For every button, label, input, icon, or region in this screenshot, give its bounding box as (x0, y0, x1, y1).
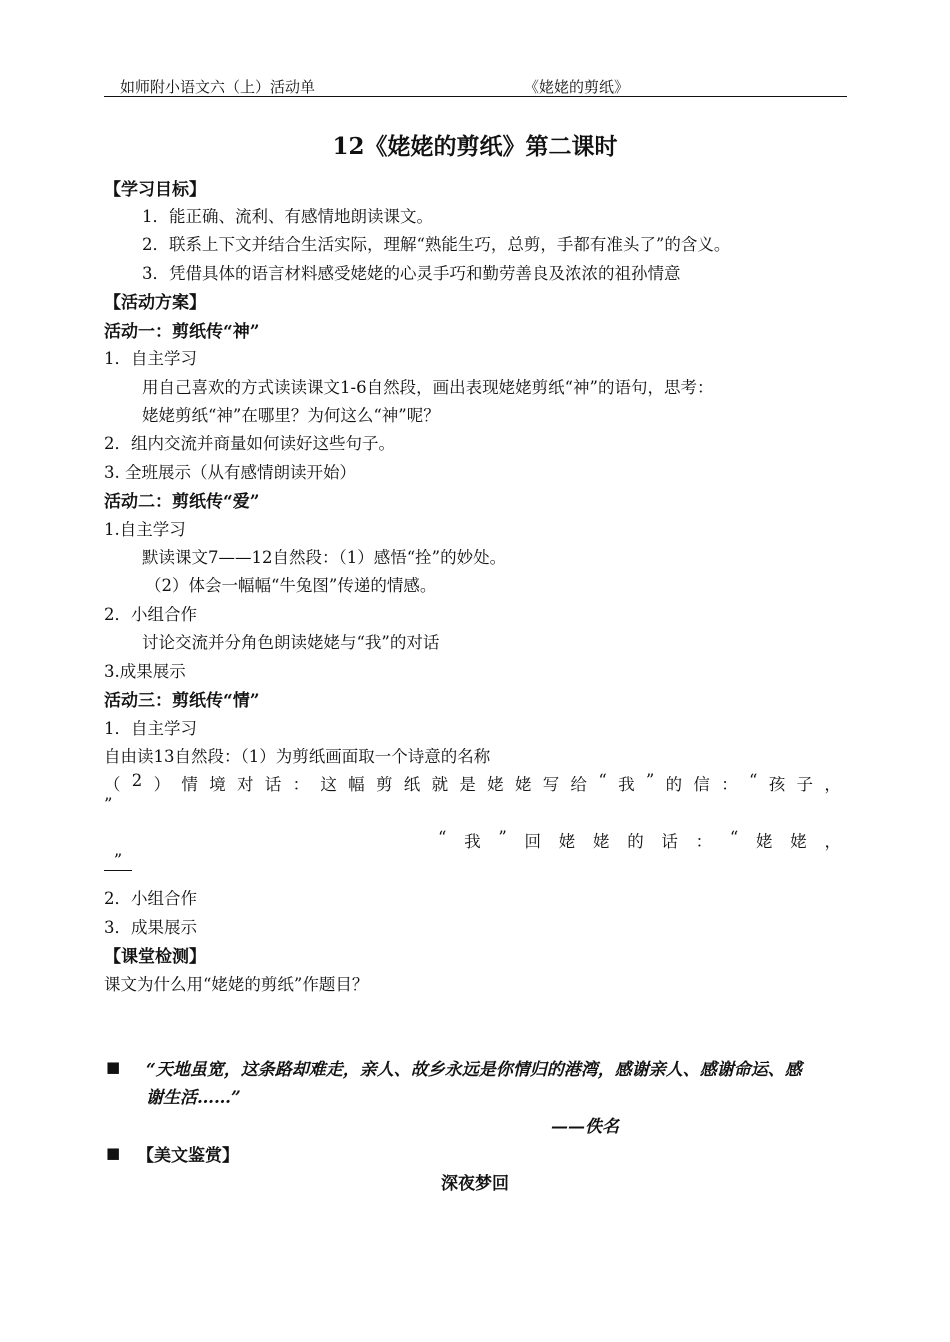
dialog-char: 话 (661, 832, 678, 851)
dialog-char: 纸 (403, 775, 421, 794)
dialog-char: 写 (542, 775, 560, 794)
dialog-char: 是 (459, 775, 476, 794)
goal-item: 2．联系上下文并结合生活实际，理解“熟能生巧，总剪，手都有准头了”的含义。 (142, 235, 731, 254)
activity2-step1: 1.自主学习 (104, 520, 186, 539)
header-rule (104, 96, 847, 97)
activity2-step2-line1: 讨论交流并分角色朗读姥姥与“我”的对话 (142, 633, 440, 652)
check-heading: 【课堂检测】 (104, 947, 206, 967)
quote-line2: 谢生活……” (146, 1088, 241, 1108)
dialog-line-child-end: ” (104, 795, 113, 814)
dialog-char: 的 (665, 775, 683, 794)
activity3-step1-line1: 自由读13自然段：（1）为剪纸画面取一个诗意的名称 (104, 747, 491, 766)
dialog-char: 姥 (756, 832, 773, 851)
activity3-heading: 活动三：剪纸传“情” (104, 691, 260, 711)
goal-item: 3．凭借具体的语言材料感受姥姥的心灵手巧和勤劳善良及浓浓的祖孙情意 (142, 264, 681, 283)
dialog-char: 2 (131, 771, 143, 790)
dialog-line-me-end: ” (104, 852, 132, 871)
activity3-step2: 2．小组合作 (104, 889, 197, 908)
dialog-char: 我 (618, 775, 635, 794)
dialog-char: “ (729, 828, 739, 847)
header-left: 如师附小语文六（上）活动单 (120, 78, 316, 96)
dialog-char: 对 (236, 775, 254, 794)
dialog-char: 幅 (348, 775, 365, 794)
dialog-char: ” (498, 828, 507, 847)
dialog-char: 我 (464, 832, 481, 851)
activity2-step1-line1: 默读课文7——12自然段：（1）感悟“拴”的妙处。 (142, 548, 507, 567)
dialog-char: 的 (627, 832, 644, 851)
page-title: 12《姥姥的剪纸》第二课时 (332, 133, 618, 160)
activity1-step3: 3. 全班展示（从有感情朗读开始） (104, 463, 356, 482)
quote-author: ——佚名 (551, 1117, 619, 1137)
activity2-heading: 活动二：剪纸传“爱” (104, 492, 260, 512)
check-question: 课文为什么用“姥姥的剪纸”作题目？ (104, 975, 369, 994)
dialog-char: 姥 (558, 832, 576, 851)
dialog-char: 孩 (768, 775, 786, 794)
dialog-char: 姥 (790, 832, 807, 851)
dialog-char: ， (824, 775, 841, 794)
dialog-char: 情 (181, 775, 198, 794)
appreciation-heading: 【美文鉴赏】 (137, 1146, 239, 1166)
dialog-char: ） (153, 775, 171, 794)
dialog-char: 给 (570, 775, 588, 794)
dialog-char: 信 (693, 775, 710, 794)
dialog-char: ， (824, 832, 841, 851)
dialog-char: ： (721, 775, 738, 794)
dialog-char: “ (598, 771, 607, 790)
activity3-step1: 1．自主学习 (104, 719, 197, 738)
dialog-char: 姥 (487, 775, 504, 794)
dialog-char: ” (645, 771, 655, 790)
square-bullet-icon: ■ (106, 1144, 121, 1162)
dialog-char: 境 (209, 775, 226, 794)
dialog-char: 姥 (514, 775, 532, 794)
activity1-heading: 活动一：剪纸传“神” (104, 322, 260, 342)
quote-line1: “天地虽宽，这条路却难走，亲人、故乡永远是你情归的港湾，感谢亲人、感谢命运、感 (146, 1060, 802, 1080)
dialog-char: 子 (796, 775, 814, 794)
activity2-step2: 2．小组合作 (104, 605, 197, 624)
goal-item: 1．能正确、流利、有感情地朗读课文。 (142, 207, 433, 226)
dialog-line-me (438, 828, 841, 852)
dialog-char: 就 (431, 775, 449, 794)
dialog-line-child (104, 771, 841, 795)
dialog-char: ： (292, 775, 310, 794)
dialog-char: 话 (264, 775, 282, 794)
dialog-char: 回 (524, 832, 542, 851)
dialog-char: “ (438, 828, 447, 847)
dialog-char: 这 (320, 775, 337, 794)
dialog-char: （ (104, 775, 121, 794)
activity1-step1-line1: 用自己喜欢的方式读读课文1-6自然段，画出表现姥姥剪纸“神”的语句，思考： (142, 378, 714, 397)
essay-title: 深夜梦回 (441, 1174, 509, 1194)
activity3-step3: 3．成果展示 (104, 918, 197, 937)
activity2-step1-line2: （2）体会一幅幅“牛兔图”传递的情感。 (145, 576, 437, 595)
dialog-char: 剪 (375, 775, 393, 794)
activity2-step3: 3.成果展示 (104, 662, 186, 681)
dialog-char: ： (695, 832, 713, 851)
header-right: 《姥姥的剪纸》 (524, 78, 630, 96)
goals-heading: 【学习目标】 (104, 180, 206, 200)
plan-heading: 【活动方案】 (104, 293, 206, 313)
square-bullet-icon: ■ (106, 1058, 121, 1076)
dialog-char: “ (749, 771, 758, 790)
dialog-char: 姥 (592, 832, 610, 851)
activity1-step1-line2: 姥姥剪纸“神”在哪里？为何这么“神”呢？ (142, 406, 440, 425)
activity1-step1: 1．自主学习 (104, 349, 197, 368)
activity1-step2: 2．组内交流并商量如何读好这些句子。 (104, 434, 395, 453)
